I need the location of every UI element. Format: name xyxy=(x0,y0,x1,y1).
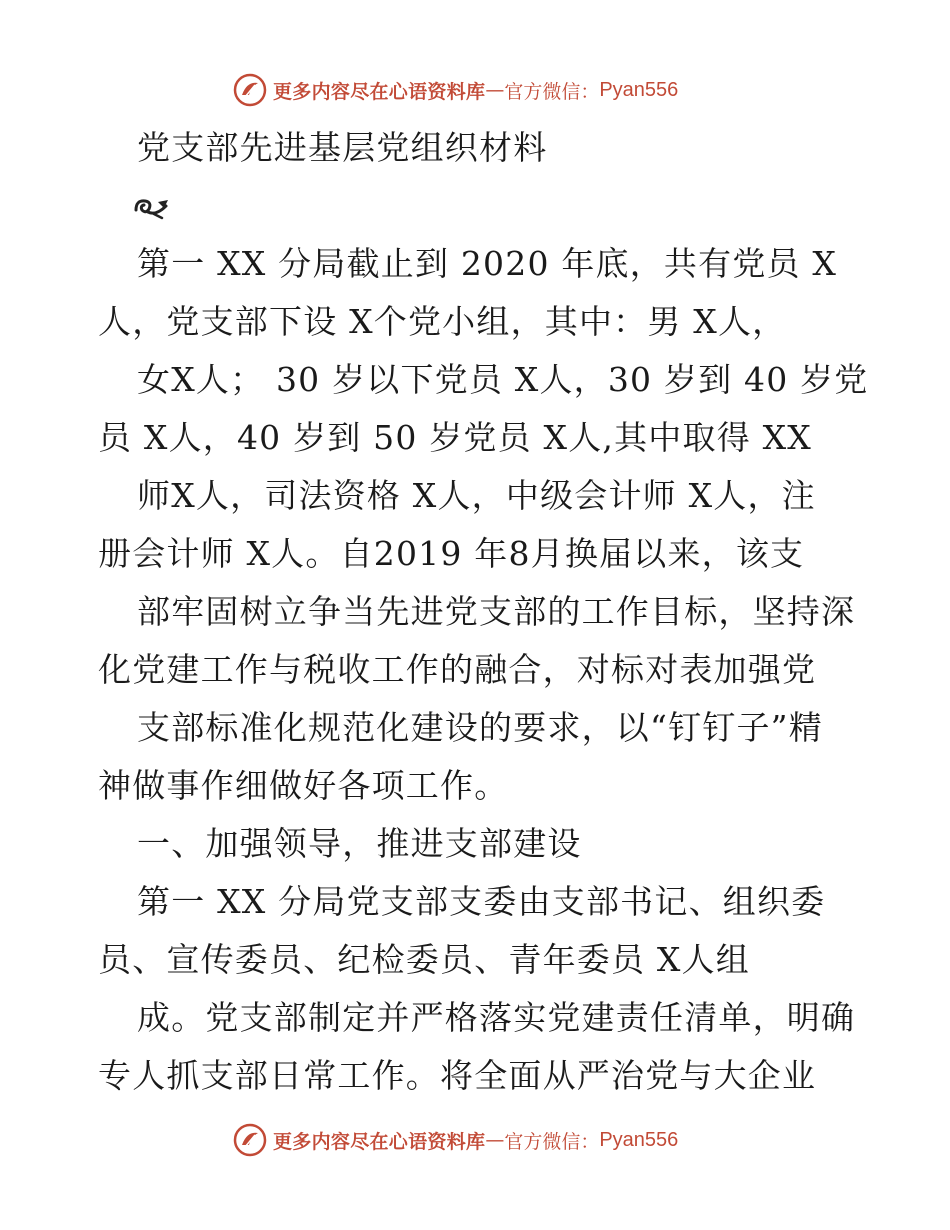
page-title: 党支部先进基层党组织材料 xyxy=(137,128,548,167)
body-line: 人，党支部下设 X个党小组，其中：男 X人， xyxy=(98,302,787,341)
banner-wechat-label: 官方微信： xyxy=(504,80,600,103)
body-line: 支部标准化规范化建设的要求，以“钉钉子”精 xyxy=(137,708,823,747)
header-watermark-banner xyxy=(0,70,950,110)
banner-wechat-id: Pyan556 xyxy=(599,78,679,101)
body-line: 部牢固树立争当先进党支部的工作目标，坚持深 xyxy=(137,592,856,631)
brand-logo-icon xyxy=(233,73,267,107)
fleuron-icon xyxy=(132,192,172,222)
banner-wechat-label: 官方微信： xyxy=(504,1130,600,1153)
body-line: 第一 XX 分局截止到 2020 年底，共有党员 X xyxy=(137,244,838,283)
body-line: 员 X人，40 岁到 50 岁党员 X人,其中取得 XX xyxy=(98,418,812,457)
banner-wechat-id: Pyan556 xyxy=(599,1128,679,1151)
footer-watermark-banner xyxy=(0,1120,950,1160)
banner-text: 更多内容尽在心语资料库 xyxy=(273,1130,486,1153)
banner-separator: — xyxy=(485,79,505,101)
body-line: 神做事作细做好各项工作。 xyxy=(98,766,509,805)
body-line: 成。党支部制定并严格落实党建责任清单，明确 xyxy=(137,998,856,1037)
body-line: 女X人； 30 岁以下党员 X人，30 岁到 40 岁党 xyxy=(137,360,869,399)
body-line: 员、宣传委员、纪检委员、青年委员 X人组 xyxy=(98,940,750,979)
brand-logo-icon xyxy=(233,1123,267,1157)
body-line: 第一 XX 分局党支部支委由支部书记、组织委 xyxy=(137,882,826,921)
banner-text: 更多内容尽在心语资料库 xyxy=(273,80,486,103)
body-line: 师X人，司法资格 X人，中级会计师 X人，注 xyxy=(137,476,816,515)
body-line: 册会计师 X人。自2019 年8月换届以来，该支 xyxy=(98,534,805,573)
body-line: 化党建工作与税收工作的融合，对标对表加强党 xyxy=(98,650,817,689)
banner-separator: — xyxy=(485,1129,505,1151)
body-line: 专人抓支部日常工作。将全面从严治党与大企业 xyxy=(98,1056,817,1095)
section-heading: 一、加强领导，推进支部建设 xyxy=(137,824,582,863)
